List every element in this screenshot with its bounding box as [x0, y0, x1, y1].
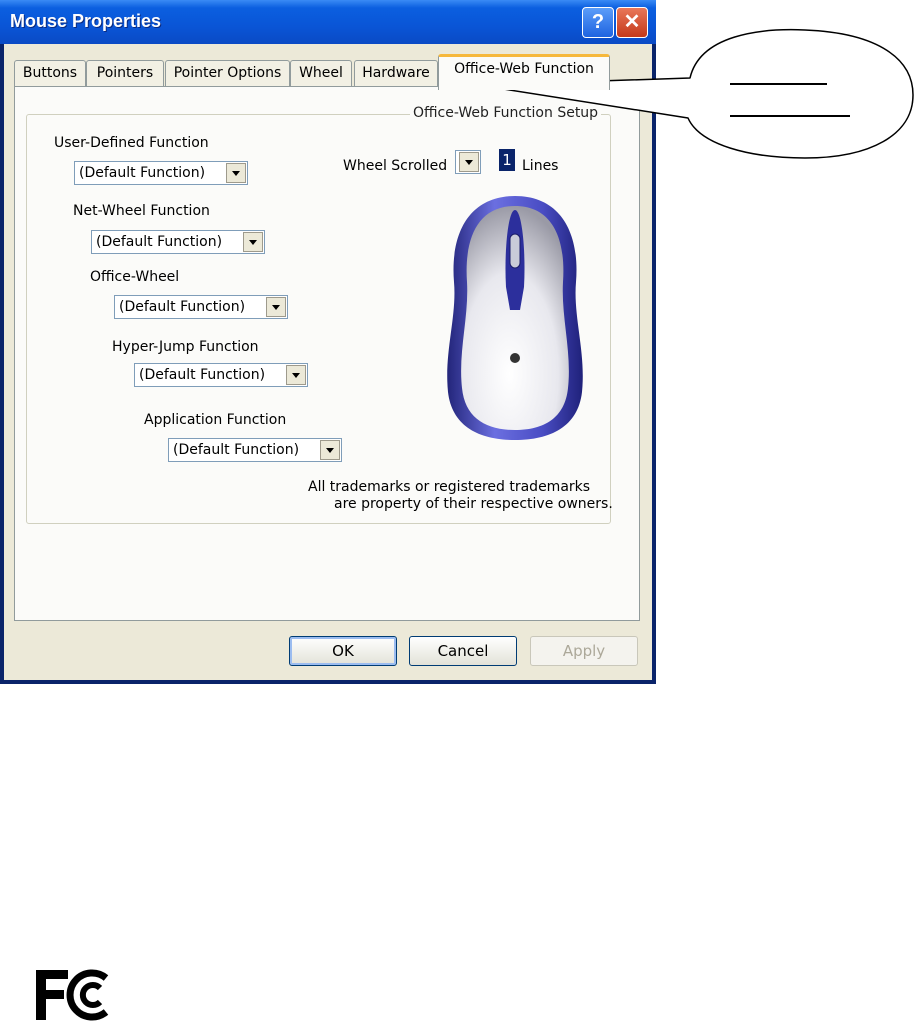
chevron-down-icon[interactable] — [243, 232, 263, 252]
apply-button[interactable]: Apply — [530, 636, 638, 666]
application-function-label: Application Function — [144, 412, 287, 428]
select-value: (Default Function) — [119, 299, 246, 315]
hyper-jump-function-select[interactable] — [134, 363, 308, 387]
callout-bubble — [0, 0, 914, 200]
wheel-scrolled-label: Wheel Scrolled — [343, 158, 448, 174]
select-value: (Default Function) — [79, 165, 206, 181]
fcc-c-outer — [70, 973, 106, 1017]
tab-pointers[interactable]: Pointers — [86, 60, 164, 87]
ok-button[interactable]: OK — [289, 636, 397, 666]
tab-wheel[interactable]: Wheel — [290, 60, 352, 87]
office-wheel-label: Office-Wheel — [90, 269, 180, 285]
fcc-c-inner — [83, 985, 100, 1005]
wheel-lines-value[interactable]: 1 — [499, 149, 515, 171]
tab-buttons[interactable]: Buttons — [14, 60, 86, 87]
tab-hardware[interactable]: Hardware — [354, 60, 438, 87]
help-icon: ? — [591, 11, 605, 33]
chevron-down-icon[interactable] — [286, 365, 306, 385]
tab-pointer-options[interactable]: Pointer Options — [165, 60, 290, 87]
window-title: Mouse Properties — [10, 11, 162, 31]
cancel-button[interactable]: Cancel — [409, 636, 517, 666]
fcc-logo — [34, 968, 114, 1022]
trademark-line-1: All trademarks or registered trademarks — [308, 479, 591, 495]
trademark-line-2: are property of their respective owners. — [334, 496, 613, 512]
tab-office-web-function[interactable]: Office-Web Function — [438, 54, 610, 90]
mouse-image — [440, 192, 590, 442]
application-function-select[interactable] — [168, 438, 342, 462]
scroll-wheel — [510, 234, 520, 268]
group-title: Office-Web Function Setup — [410, 105, 601, 121]
net-wheel-function-select[interactable] — [91, 230, 265, 254]
office-wheel-select[interactable] — [114, 295, 288, 319]
net-wheel-function-label: Net-Wheel Function — [73, 203, 210, 219]
chevron-down-icon[interactable] — [266, 297, 286, 317]
user-defined-function-label: User-Defined Function — [54, 135, 209, 151]
select-value: (Default Function) — [96, 234, 223, 250]
mouse-button-dot — [510, 353, 520, 363]
chevron-down-icon[interactable] — [320, 440, 340, 460]
select-value: (Default Function) — [173, 442, 300, 458]
close-icon: ✕ — [623, 11, 641, 33]
hyper-jump-function-label: Hyper-Jump Function — [112, 339, 259, 355]
select-value: (Default Function) — [139, 367, 266, 383]
callout-outline — [478, 30, 913, 158]
lines-label: Lines — [522, 158, 559, 174]
fcc-letter-f — [36, 970, 68, 1020]
